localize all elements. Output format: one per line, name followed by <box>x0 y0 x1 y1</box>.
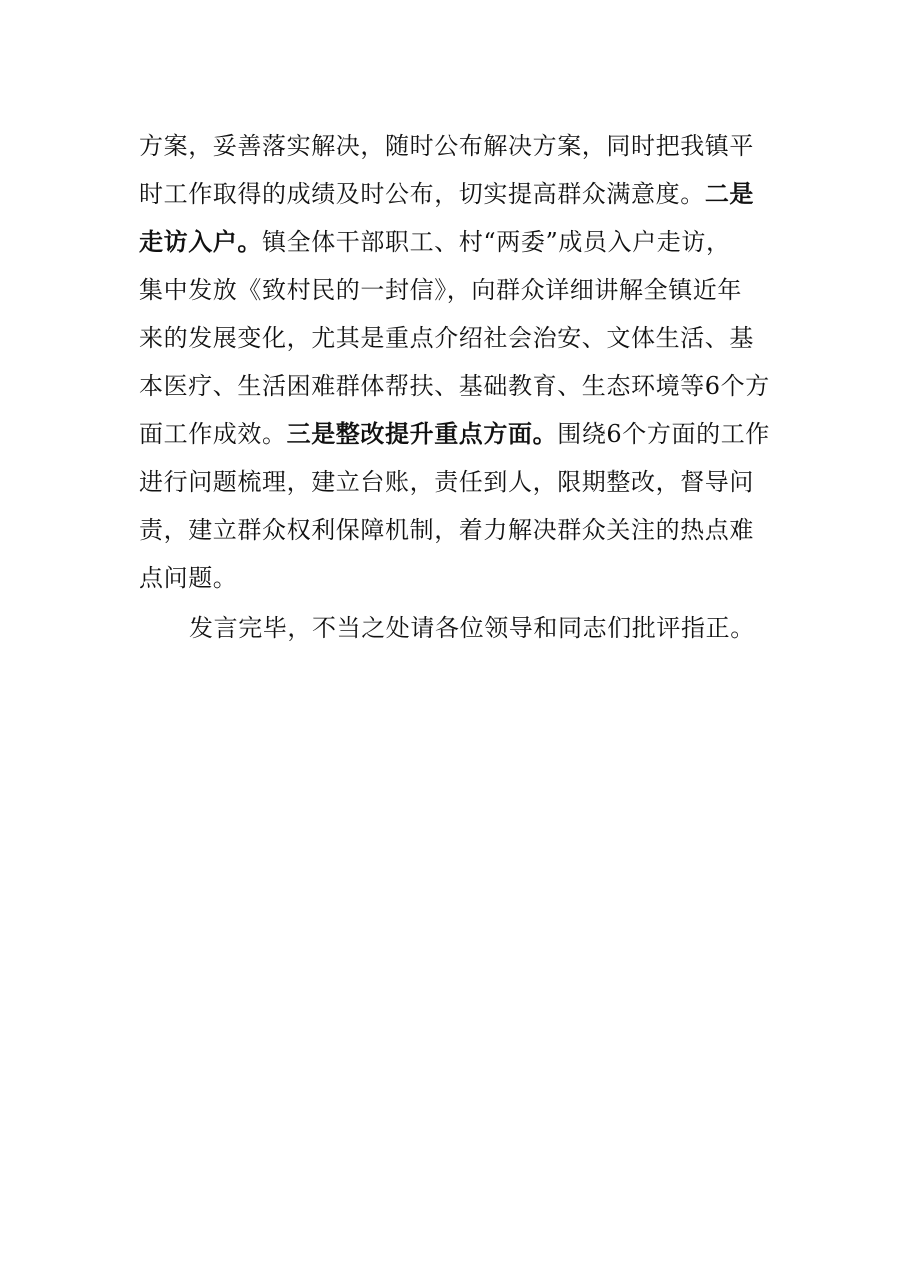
text-line <box>139 218 779 266</box>
document-body <box>139 122 779 652</box>
bold-heading-text: 三是整改提升重点方面。 <box>286 419 558 448</box>
body-text: 时工作取得的成绩及时公布，切实提高群众满意度。 <box>139 180 705 208</box>
bold-heading-text: 二是 <box>704 179 755 208</box>
text-line <box>139 458 779 506</box>
text-line <box>139 410 779 458</box>
text-line <box>139 266 779 314</box>
body-text: 本医疗、生活困难群体帮扶、基础教育、生态环境等6个方 <box>139 372 770 400</box>
body-text: 进行问题梳理，建立台账，责任到人，限期整改，督导问 <box>139 468 754 496</box>
body-text: 点问题。 <box>139 564 238 592</box>
text-line <box>139 362 779 410</box>
text-line <box>139 170 779 218</box>
body-text: 围绕6个方面的工作 <box>557 420 770 448</box>
body-text: 面工作成效。 <box>139 420 287 448</box>
body-text: 来的发展变化，尤其是重点介绍社会治安、文体生活、基 <box>139 324 754 352</box>
text-line <box>139 122 779 170</box>
bold-heading-text: 走访入户。 <box>139 227 262 256</box>
closing-paragraph: 发言完毕，不当之处请各位领导和同志们批评指正。 <box>189 614 755 642</box>
text-line <box>139 506 779 554</box>
body-text: 方案，妥善落实解决，随时公布解决方案，同时把我镇平 <box>139 132 754 160</box>
body-text: 集中发放《致村民的一封信》，向群众详细讲解全镇近年 <box>139 276 742 304</box>
body-text: 镇全体干部职工、村“两委”成员入户走访， <box>262 228 731 256</box>
body-text: 责，建立群众权利保障机制，着力解决群众关注的热点难 <box>139 516 754 544</box>
text-line <box>139 554 779 602</box>
body-paragraph <box>139 122 779 602</box>
text-line <box>139 314 779 362</box>
